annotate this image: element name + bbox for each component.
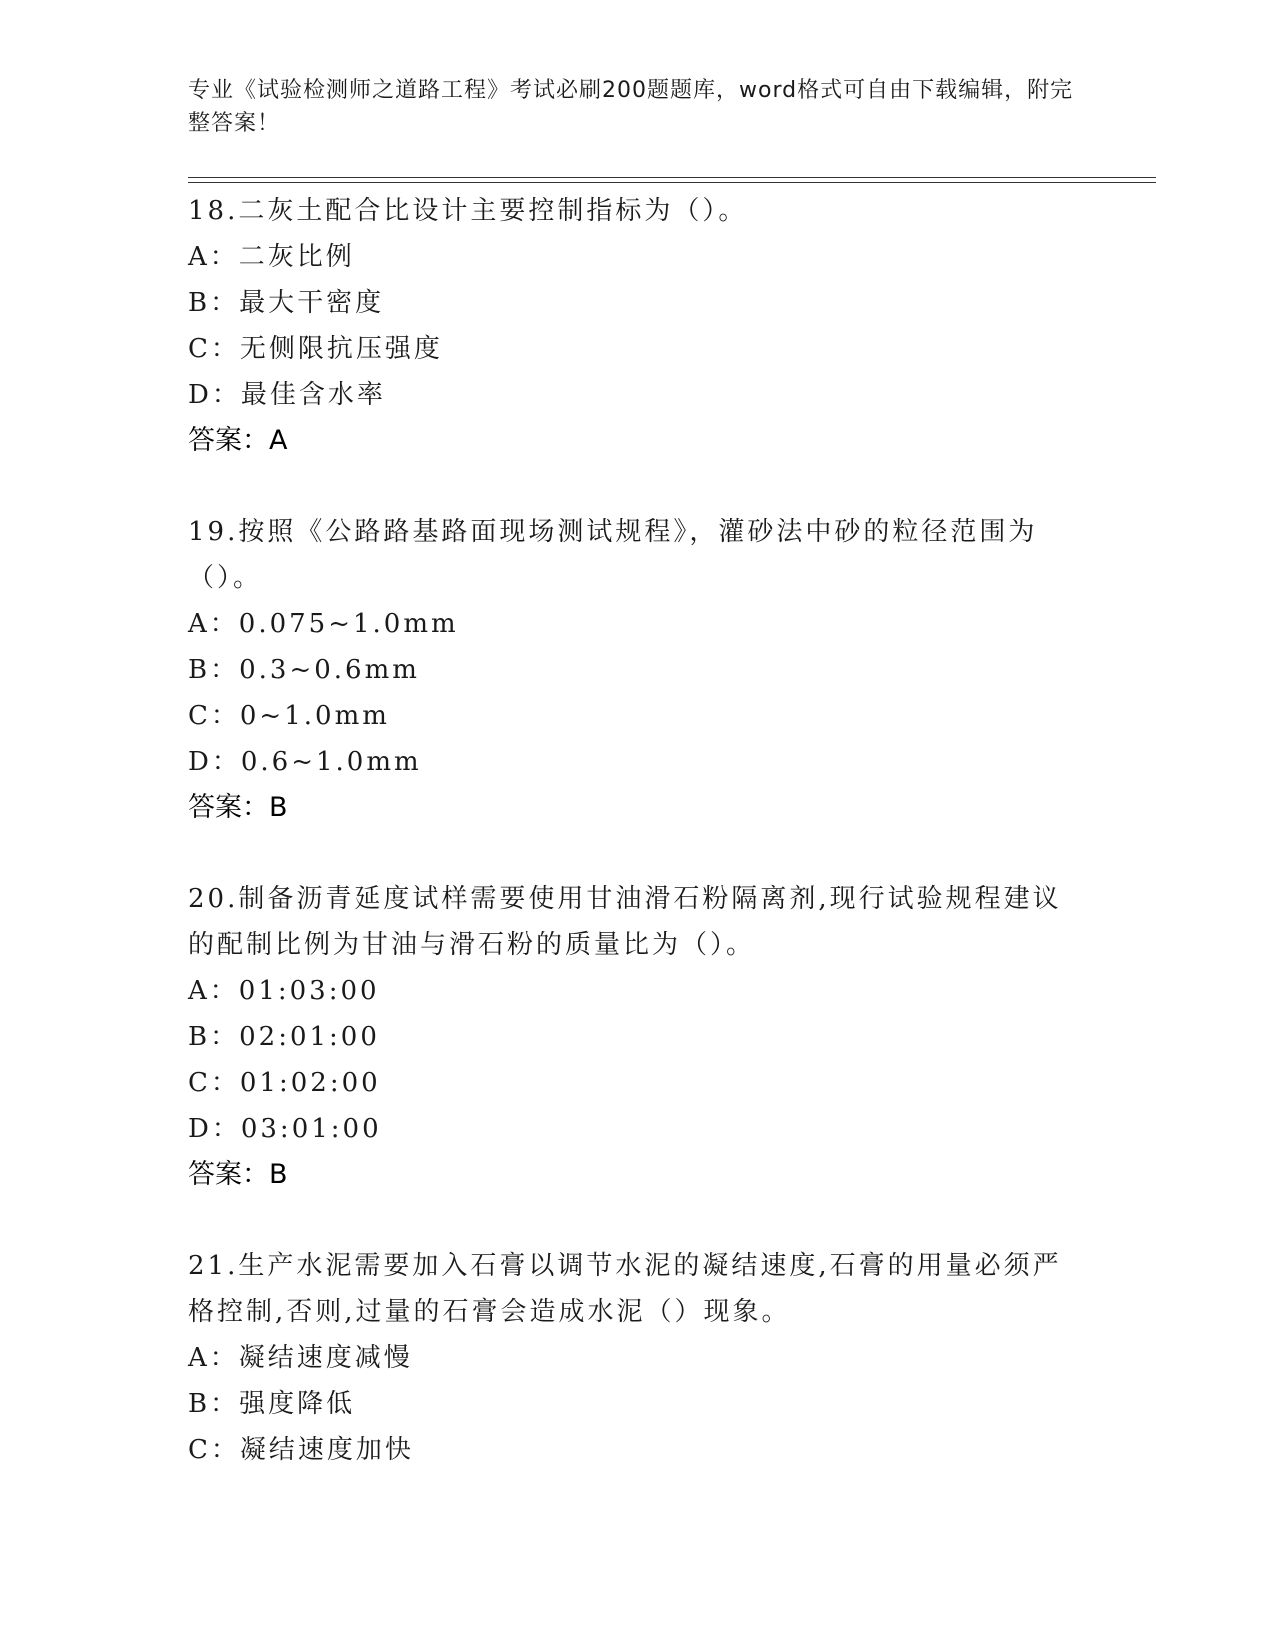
question-stem: 21.生产水泥需要加入石膏以调节水泥的凝结速度,石膏的用量必须严格控制,否则,过量的石膏会造成水泥（）现象。 [188,1251,1062,1327]
option-a: A：凝结速度减慢 [188,1343,413,1373]
answer-label: 答案：B [188,792,288,823]
answer-label: 答案：A [188,425,288,456]
question-stem: 19.按照《公路路基路面现场测试规程》，灌砂法中砂的粒径范围为（）。 [188,517,1038,593]
header-divider-line-secondary [188,182,1156,183]
question-19 [188,509,1088,831]
question-stem: 20.制备沥青延度试样需要使用甘油滑石粉隔离剂,现行试验规程建议的配制比例为甘油与滑石粉的质量比为（）。 [188,884,1062,960]
document-header: 专业《试验检测师之道路工程》考试必刷200题题库，word格式可自由下载编辑，附完整答案！ [188,78,1074,136]
question-21 [188,1243,1088,1473]
option-a: A：二灰比例 [188,242,355,272]
option-a: A：0.075~1.0mm [188,609,459,639]
option-d: D：03:01:00 [188,1114,382,1144]
option-c: C：01:02:00 [188,1068,381,1098]
option-b: B：强度降低 [188,1389,356,1419]
answer-label: 答案：B [188,1159,288,1190]
option-b: B：最大干密度 [188,288,385,318]
option-c: C：0~1.0mm [188,701,390,731]
option-d: D：最佳含水率 [188,380,386,410]
option-b: B：0.3~0.6mm [188,655,420,685]
question-list [188,188,1088,1518]
option-d: D：0.6~1.0mm [188,747,422,777]
question-stem: 18.二灰土配合比设计主要控制指标为（）。 [188,196,748,226]
option-a: A：01:03:00 [188,976,380,1006]
header-divider-line [188,177,1156,178]
question-20 [188,876,1088,1198]
question-18 [188,188,1088,464]
option-c: C：凝结速度加快 [188,1435,414,1465]
option-b: B：02:01:00 [188,1022,380,1052]
option-c: C：无侧限抗压强度 [188,334,443,364]
